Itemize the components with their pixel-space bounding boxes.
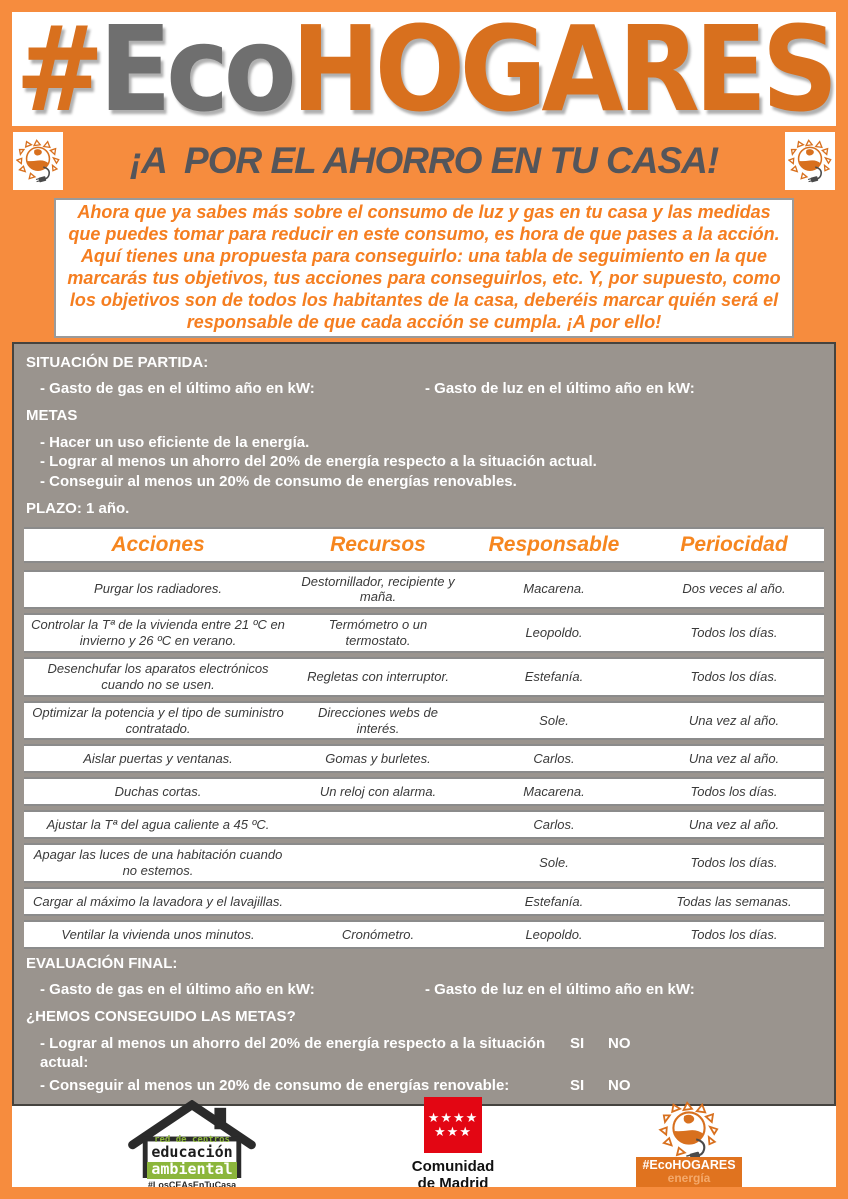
cell-periocidad: Dos veces al año. — [682, 581, 786, 597]
title-hash: # — [15, 12, 99, 126]
intro-text: Ahora que ya sabes más sobre el consumo de luz y gas en tu casa y las medidas que puedes tomar para reducir en este consumo, es hora de que pases a la acción. Aquí tienes una propuesta para conseguirlo: una tabla de seguimiento en la que marcarás tus objetivos, tus acciones para conseguirlos, etc. Y, por supuesto, como los objetivos son de todos los habitantes de la casa, deberéis marcar quién será el responsable de que cada acción se cumpla. ¡A por ello! — [67, 202, 781, 332]
comunidad-madrid-logo — [412, 1097, 495, 1193]
footer — [12, 1106, 836, 1192]
cell-recurso: Direcciones webs de interés. — [318, 704, 438, 736]
cell-accion: Controlar la Tª de la vivienda entre 21 ºC en invierno y 26 ºC en verano. — [31, 617, 285, 649]
table-row — [24, 887, 824, 916]
col-header-responsable: Responsable — [488, 532, 620, 556]
meta-item: - Hacer un uso eficiente de la energía. — [40, 433, 310, 451]
intro-section — [12, 196, 836, 342]
cell-recurso: Un reloj con alarma. — [319, 783, 437, 799]
cell-recurso — [292, 812, 464, 837]
cell-recurso: Cronómetro. — [341, 926, 415, 942]
evaluacion-item-label: - Lograr al menos un ahorro del 20% de energía respecto a la situación actual: — [40, 1034, 546, 1072]
ecohogares-energia-logo — [634, 1101, 744, 1189]
table-row — [24, 744, 824, 773]
cell-responsable: Macarena. — [523, 783, 585, 799]
evaluacion-gasto-row — [14, 981, 834, 998]
metas-heading: METAS — [26, 406, 78, 424]
partida-gasto-gas-label: - Gasto de gas en el último año en kW: — [40, 380, 315, 398]
evaluacion-item — [14, 1076, 834, 1096]
metas-list — [14, 433, 834, 492]
table-row — [24, 843, 824, 883]
ecohogares-line1: #EcoHOGARES — [642, 1157, 736, 1172]
acciones-table — [24, 527, 824, 950]
cell-accion: Desenchufar los aparatos electrónicos cuando no se usen. — [47, 660, 269, 692]
madrid-line1: Comunidad — [411, 1157, 495, 1175]
cell-responsable: Sole. — [539, 855, 569, 871]
cell-periocidad: Una vez al año. — [688, 816, 780, 832]
meta-item: - Conseguir al menos un 20% de consumo de energías renovables. — [40, 472, 517, 490]
globe-plug-icon — [658, 1101, 720, 1161]
cell-responsable: Estefanía. — [524, 893, 584, 909]
partida-gasto-luz-label: - Gasto de luz en el último año en kW: — [425, 380, 695, 398]
table-row — [24, 920, 824, 949]
madrid-line2: de Madrid — [417, 1174, 489, 1192]
cell-responsable: Macarena. — [523, 581, 585, 597]
cell-responsable: Estefanía. — [524, 668, 584, 684]
col-header-periocidad: Periocidad — [680, 532, 788, 556]
globe-plug-icon — [788, 135, 832, 187]
cell-periocidad: Todos los días. — [690, 855, 778, 871]
title-area — [12, 12, 836, 126]
metas-question: ¿HEMOS CONSEGUIDO LAS METAS? — [26, 1007, 296, 1025]
cell-accion: Cargar al máximo la lavadora y el lavajillas. — [33, 893, 283, 909]
table-row — [24, 810, 824, 839]
educacion-ambiental-logo — [112, 1100, 272, 1190]
cea-logo-text — [112, 1136, 272, 1179]
partida-gasto-row — [14, 380, 834, 397]
cell-recurso: Termómetro o un termostato. — [328, 617, 428, 649]
globe-plug-logo-left — [13, 132, 63, 190]
plazo-label: PLAZO: 1 año. — [26, 500, 130, 518]
cell-recurso — [292, 845, 464, 881]
cea-line2: educación — [151, 1143, 233, 1162]
situacion-heading: SITUACIÓN DE PARTIDA: — [26, 354, 209, 371]
cell-accion: Ajustar la Tª del agua caliente a 45 ºC. — [46, 816, 270, 832]
cell-responsable: Carlos. — [533, 750, 575, 766]
table-row — [24, 701, 824, 741]
cell-recurso: Regletas con interruptor. — [307, 668, 449, 684]
evaluacion-gasto-luz-label: - Gasto de luz en el último año en kW: — [425, 981, 695, 999]
banner — [12, 126, 836, 196]
col-header-recursos: Recursos — [330, 532, 426, 556]
cell-accion: Apagar las luces de una habitación cuando no estemos. — [33, 847, 283, 879]
ecohogares-logo-text — [636, 1157, 741, 1189]
table-row — [24, 613, 824, 653]
evaluacion-item-label: - Conseguir al menos un 20% de consumo de energías renovable: — [40, 1076, 510, 1094]
cell-accion: Optimizar la potencia y el tipo de suministro contratado. — [32, 704, 284, 736]
cell-accion: Aislar puertas y ventanas. — [83, 750, 233, 766]
title-eco: Eco — [98, 12, 292, 126]
title-hogares: HOGARES — [291, 12, 833, 126]
cell-responsable: Carlos. — [533, 816, 575, 832]
evaluacion-gasto-gas-label: - Gasto de gas en el último año en kW: — [40, 981, 315, 999]
cell-accion: Duchas cortas. — [114, 783, 202, 799]
cell-accion: Ventilar la vivienda unos minutos. — [61, 926, 255, 942]
cell-recurso: Destornillador, recipiente y maña. — [301, 573, 455, 605]
table-row — [24, 777, 824, 806]
madrid-logo-text — [412, 1159, 495, 1193]
si-option: SI — [570, 1076, 585, 1094]
table-header-row — [24, 527, 824, 563]
cell-periocidad: Todas las semanas. — [676, 893, 792, 909]
col-header-acciones: Acciones — [111, 532, 205, 556]
cell-responsable: Sole. — [539, 712, 569, 728]
cell-recurso — [292, 889, 464, 914]
cea-line3: ambiental — [147, 1162, 236, 1179]
no-option: NO — [608, 1034, 631, 1052]
madrid-stars-top: ★★★★ — [427, 1110, 479, 1126]
cea-hashtag: #LosCEAsEnTuCasa — [147, 1179, 237, 1190]
cell-recurso: Gomas y burletes. — [325, 750, 431, 766]
cell-periocidad: Todos los días. — [690, 625, 778, 641]
madrid-stars-bottom: ★★★ — [434, 1123, 472, 1139]
cell-periocidad: Una vez al año. — [688, 712, 780, 728]
table-row — [24, 570, 824, 610]
cell-responsable: Leopoldo. — [525, 926, 583, 942]
cell-responsable: Leopoldo. — [525, 625, 583, 641]
intro-box — [54, 198, 794, 338]
meta-item: - Lograr al menos un ahorro del 20% de energía respecto a la situación actual. — [40, 453, 597, 471]
ecohogares-line2: energía — [667, 1171, 711, 1186]
globe-plug-logo-right — [785, 132, 835, 190]
table-row — [24, 657, 824, 697]
cell-periocidad: Todos los días. — [690, 926, 778, 942]
no-option: NO — [608, 1076, 631, 1094]
cea-line1: red de centros — [154, 1134, 230, 1145]
globe-plug-icon — [16, 135, 60, 187]
evaluacion-heading: EVALUACIÓN FINAL: — [26, 955, 178, 973]
banner-heading: ¡A POR EL AHORRO EN TU CASA! — [129, 140, 719, 181]
cell-periocidad: Una vez al año. — [688, 750, 780, 766]
cell-periocidad: Todos los días. — [690, 668, 778, 684]
madrid-flag-icon — [424, 1097, 482, 1153]
worksheet-panel — [12, 342, 836, 1106]
cell-accion: Purgar los radiadores. — [94, 581, 222, 597]
si-option: SI — [570, 1034, 585, 1052]
cell-periocidad: Todos los días. — [690, 783, 778, 799]
page-title — [15, 13, 832, 125]
evaluacion-item — [14, 1034, 834, 1073]
